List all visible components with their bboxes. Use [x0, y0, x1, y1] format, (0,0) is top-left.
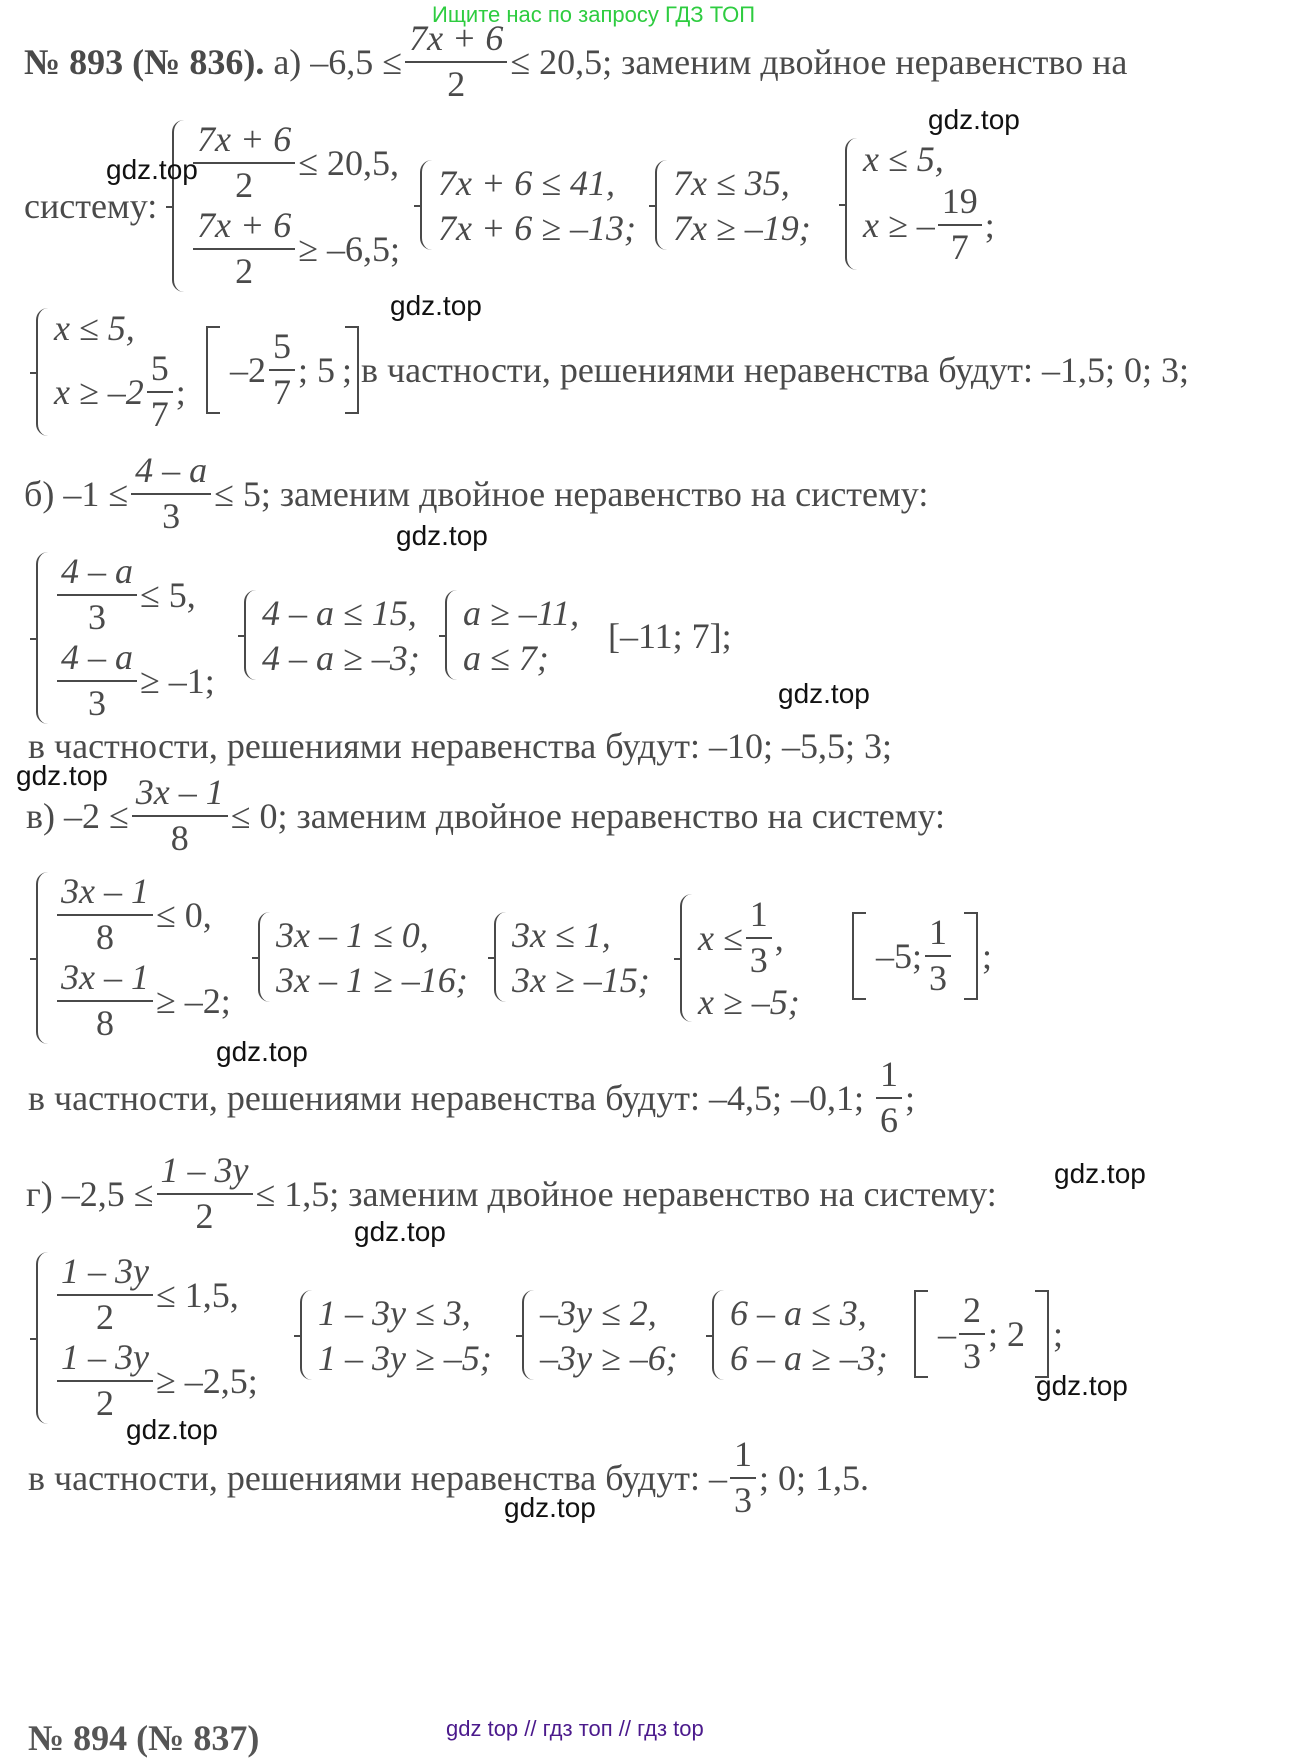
numerator: 4 – a — [135, 450, 208, 490]
fraction-bar — [57, 1294, 153, 1296]
system-row: a ≤ 7; — [463, 637, 549, 678]
relation: ≤ 0, — [155, 895, 212, 935]
watermark: gdz.top — [126, 1414, 218, 1445]
numerator: 5 — [273, 326, 291, 367]
denominator: 7 — [273, 372, 291, 412]
fraction-bar — [131, 493, 211, 495]
fraction-bar — [147, 391, 173, 393]
watermark: gdz.top — [106, 154, 198, 185]
watermark: gdz.top — [396, 520, 488, 551]
watermark: gdz.top — [1036, 1370, 1128, 1401]
denominator: 3 — [749, 939, 768, 980]
part-b-rhs: ≤ 5; заменим двойное неравенство на систему: — [214, 473, 929, 514]
part-b-solutions: в частности, решениями неравенства будут: –10; –5,5; 3; — [28, 726, 892, 766]
relation: ≤ 1,5, — [155, 1275, 239, 1315]
denominator: 2 — [235, 251, 254, 291]
watermark: gdz.top — [928, 104, 1020, 135]
fraction-bar — [132, 815, 228, 817]
numerator: 1 — [733, 1434, 752, 1474]
brace-icon — [300, 1290, 312, 1380]
brace-icon — [655, 160, 667, 250]
relation: ≥ –1; — [140, 661, 215, 701]
part-v-label: в) — [26, 795, 55, 836]
watermark: gdz.top — [504, 1492, 596, 1523]
part-b-lhs: –1 ≤ — [63, 473, 129, 514]
watermark: gdz.top — [216, 1036, 308, 1067]
part-v-solutions — [28, 1056, 915, 1140]
fraction-bar — [959, 1333, 985, 1335]
denominator: 7 — [950, 227, 969, 268]
part-b-interval: [–11; 7]; — [608, 616, 732, 656]
interval-prefix: – — [938, 1314, 956, 1354]
part-v-heading — [26, 774, 945, 858]
interval-prefix: –5; — [876, 936, 923, 976]
system-row: 3x ≤ 1, — [512, 914, 611, 955]
fraction-bar — [876, 1097, 902, 1099]
brace-icon — [36, 872, 48, 1044]
part-a-lhs: –6,5 ≤ — [310, 41, 403, 82]
denominator: 8 — [95, 1003, 114, 1043]
part-b-system-3 — [445, 590, 579, 680]
system-row: 3x – 1 ≥ –16; — [276, 959, 468, 1000]
system-row: –3y ≤ 2, — [540, 1292, 657, 1333]
denominator: 7 — [150, 394, 169, 435]
interval-suffix: ; 2 — [988, 1314, 1026, 1354]
fraction-bar — [405, 61, 507, 63]
numerator: 19 — [941, 181, 978, 222]
denominator: 2 — [95, 1297, 114, 1337]
problem-number: № 893 (№ 836). — [24, 41, 265, 82]
part-g-system-3 — [522, 1290, 678, 1380]
punctuation: ; — [1053, 1314, 1064, 1354]
fraction-bar — [746, 937, 772, 939]
part-v-lhs: –2 ≤ — [64, 795, 129, 836]
brace-icon — [258, 912, 270, 1002]
part-g-system-1 — [36, 1252, 258, 1424]
part-v-system-2 — [258, 912, 468, 1002]
system-row-prefix: x ≥ –2 — [54, 372, 144, 413]
part-g-heading — [26, 1152, 997, 1236]
system-row: –3y ≥ –6; — [540, 1337, 678, 1378]
next-problem-cutoff: № 894 (№ 837) — [28, 1718, 260, 1758]
part-b-system-2 — [244, 590, 420, 680]
punctuation: ; — [904, 1077, 915, 1118]
denominator: 6 — [879, 1099, 898, 1140]
denominator: 3 — [162, 495, 181, 536]
punctuation: ; 0; 1,5. — [758, 1457, 869, 1498]
numerator: 1 — [749, 894, 768, 935]
numerator: 1 — [929, 912, 948, 953]
left-bracket — [852, 912, 866, 1000]
punctuation: ; — [984, 205, 995, 246]
denominator: 2 — [195, 1195, 214, 1236]
part-v-interval — [852, 912, 992, 1000]
part-v-system-1 — [36, 872, 231, 1044]
numerator: 1 – 3y — [61, 1337, 149, 1378]
relation: ≥ –2,5; — [155, 1361, 258, 1401]
watermark: gdz.top — [1054, 1158, 1146, 1189]
system-row: 6 – a ≤ 3, — [730, 1292, 867, 1333]
numerator: 1 — [879, 1054, 898, 1094]
part-a-rhs: ≤ 20,5; заменим двойное неравенство на — [510, 41, 1128, 82]
part-v-fraction — [132, 774, 228, 858]
brace-icon — [845, 138, 857, 270]
system-row: 7x + 6 ≤ 41, — [438, 162, 616, 203]
part-g-label: г) — [26, 1173, 53, 1214]
numerator: 4 – a — [61, 637, 133, 678]
denominator: 3 — [963, 1336, 981, 1376]
relation: ≤ 5, — [140, 575, 196, 615]
part-a-fraction — [405, 20, 507, 104]
part-g-fraction — [157, 1152, 253, 1236]
brace-icon — [445, 590, 457, 680]
relation: ≥ –6,5; — [298, 229, 401, 269]
brace-icon — [36, 552, 48, 724]
system-row: a ≥ –11, — [463, 592, 580, 633]
part-b-label: б) — [24, 473, 55, 514]
system-word: систему: — [24, 186, 158, 226]
right-bracket — [964, 912, 978, 1000]
part-a-system-1 — [172, 120, 400, 292]
numerator: 4 – a — [61, 551, 133, 592]
system-row: 6 – a ≥ –3; — [730, 1337, 888, 1378]
part-v-rhs: ≤ 0; заменим двойное неравенство на систему: — [230, 795, 946, 836]
solutions-text: в частности, решениями неравенства будут: –4,5; –0,1; — [28, 1077, 864, 1118]
fraction-bar — [730, 1477, 756, 1479]
part-g-system-2 — [300, 1290, 492, 1380]
footer-links[interactable]: gdz top // гдз топ // гдз top — [446, 1716, 704, 1741]
numerator: 3x – 1 — [61, 871, 149, 912]
denominator: 2 — [95, 1383, 114, 1423]
numerator: 7x + 6 — [197, 119, 292, 160]
part-a-label: а) — [273, 41, 302, 82]
left-bracket — [914, 1290, 928, 1378]
part-g-interval — [914, 1290, 1063, 1378]
brace-icon — [172, 120, 184, 292]
system-row: 4 – a ≥ –3; — [262, 637, 420, 678]
brace-icon — [420, 160, 432, 250]
denominator: 8 — [170, 817, 189, 858]
system-row: x ≤ 5, — [54, 308, 135, 349]
part-a-system-5 — [36, 308, 186, 436]
part-a-system-2 — [420, 160, 636, 250]
numerator: 5 — [150, 348, 169, 389]
system-row: 1 – 3y ≤ 3, — [318, 1292, 471, 1333]
system-row: 4 – a ≤ 15, — [262, 592, 417, 633]
fraction-bar — [57, 914, 153, 916]
fraction-bar — [57, 1380, 153, 1382]
watermark: gdz.top — [354, 1216, 446, 1247]
system-row: 7x + 6 ≥ –13; — [438, 207, 637, 248]
numerator: 2 — [963, 1290, 981, 1331]
part-b-system-1 — [36, 552, 215, 724]
fraction-bar — [925, 955, 951, 957]
punctuation: ; — [982, 936, 993, 976]
system-row: 7x ≤ 35, — [673, 162, 790, 203]
part-g-solutions — [28, 1436, 869, 1520]
system-row: 3x ≥ –15; — [512, 959, 650, 1000]
relation: ≥ –2; — [155, 981, 231, 1021]
brace-icon — [522, 1290, 534, 1380]
watermark: gdz.top — [390, 290, 482, 321]
part-a-system-4 — [845, 138, 995, 270]
brace-icon — [36, 308, 48, 436]
relation: ≤ 20,5, — [298, 143, 400, 183]
system-row: 1 – 3y ≥ –5; — [318, 1337, 492, 1378]
denominator: 3 — [88, 683, 106, 723]
brace-icon — [36, 1252, 48, 1424]
watermark: gdz.top — [778, 678, 870, 709]
punctuation: , — [774, 917, 784, 958]
numerator: 1 – 3y — [160, 1150, 249, 1190]
part-g-lhs: –2,5 ≤ — [61, 1173, 154, 1214]
interval-suffix: ; 5 — [298, 350, 336, 390]
part-a-system-3 — [655, 160, 811, 250]
fraction-bar — [57, 680, 137, 682]
brace-icon — [494, 912, 506, 1002]
punctuation: ; — [175, 372, 186, 413]
brace-icon — [244, 590, 256, 680]
system-row: 3x – 1 ≤ 0, — [276, 914, 429, 955]
denominator: 3 — [88, 597, 106, 637]
numerator: 1 – 3y — [61, 1251, 149, 1292]
part-v-system-4 — [680, 894, 800, 1022]
denominator: 8 — [95, 917, 114, 957]
fraction-bar — [193, 162, 295, 164]
brace-icon — [712, 1290, 724, 1380]
left-bracket — [206, 326, 220, 414]
numerator: 7x + 6 — [409, 18, 504, 58]
numerator: 3x – 1 — [61, 957, 149, 998]
denominator: 3 — [929, 958, 948, 998]
fraction-bar — [57, 594, 137, 596]
part-g-rhs: ≤ 1,5; заменим двойное неравенство на систему: — [255, 1173, 997, 1214]
system-row: 7x ≥ –19; — [673, 207, 811, 248]
search-hint-banner[interactable]: Ищите нас по запросу ГДЗ ТОП — [432, 2, 756, 27]
interval-prefix: –2 — [230, 350, 266, 390]
fraction-bar — [157, 1193, 253, 1195]
part-b-fraction — [131, 452, 211, 536]
system-row-prefix: x ≥ – — [863, 205, 935, 246]
system-row: x ≥ –5; — [698, 981, 800, 1022]
part-a-solutions: ; в частности, решениями неравенства будут: –1,5; 0; 3; — [342, 350, 1189, 390]
system-row: x ≤ 5, — [863, 139, 944, 180]
right-bracket — [1035, 1290, 1049, 1378]
part-a-interval — [206, 326, 359, 414]
fraction-bar — [57, 1000, 153, 1002]
part-g-system-4 — [712, 1290, 888, 1380]
denominator: 2 — [235, 165, 254, 205]
solutions-text: в частности, решениями неравенства будут: – — [28, 1457, 727, 1498]
fraction-bar — [938, 224, 982, 226]
watermark: gdz.top — [16, 760, 108, 791]
denominator: 3 — [733, 1479, 752, 1520]
fraction-bar — [269, 369, 295, 371]
system-row-prefix: x ≤ — [698, 917, 743, 958]
fraction-bar — [193, 248, 295, 250]
brace-icon — [680, 894, 692, 1022]
numerator: 3x – 1 — [135, 772, 224, 812]
part-v-system-3 — [494, 912, 650, 1002]
denominator: 2 — [447, 63, 466, 104]
numerator: 7x + 6 — [197, 205, 292, 246]
part-a-heading — [24, 20, 1127, 104]
